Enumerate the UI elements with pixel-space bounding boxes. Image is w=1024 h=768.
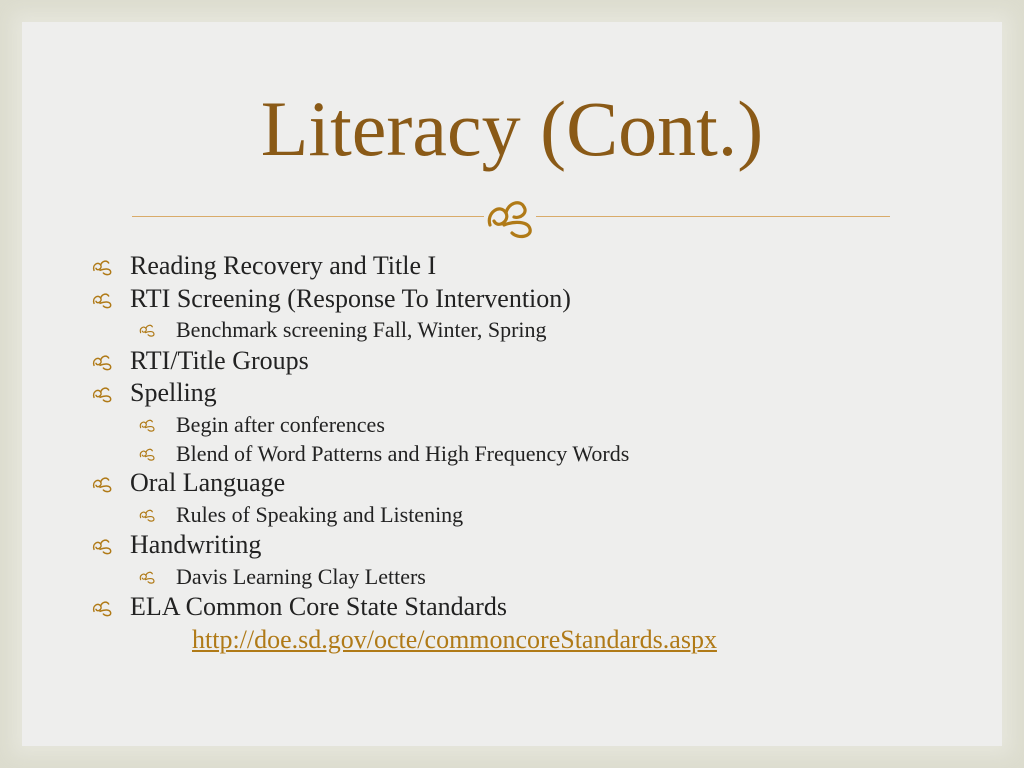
bullet-text: Begin after conferences [176, 412, 385, 437]
common-core-link[interactable]: http://doe.sd.gov/octe/commoncoreStandards.aspx [192, 625, 717, 654]
fleuron-bullet-icon [86, 352, 118, 372]
fleuron-bullet-icon [86, 536, 118, 556]
bullet-text: Oral Language [130, 468, 286, 497]
fleuron-bullet-icon [134, 446, 160, 462]
fleuron-bullet-icon [134, 507, 160, 523]
bullet-text: Davis Learning Clay Letters [176, 564, 426, 589]
bullet-text: Handwriting [130, 530, 262, 559]
fleuron-bullet-icon [86, 384, 118, 404]
bullet-text: Rules of Speaking and Listening [176, 502, 464, 527]
fleuron-bullet-icon [86, 474, 118, 494]
bullet-text: RTI Screening (Response To Intervention) [130, 284, 571, 313]
slide [22, 22, 1002, 746]
bullet-text: Benchmark screening Fall, Winter, Spring [176, 317, 547, 342]
slide-title: Literacy (Cont.) [260, 85, 764, 172]
bullet-text: Blend of Word Patterns and High Frequency Words [176, 441, 630, 466]
bullet-text: Spelling [130, 378, 217, 407]
fleuron-bullet-icon [134, 417, 160, 433]
fleuron-bullet-icon [86, 598, 118, 618]
fleuron-bullet-icon [134, 569, 160, 585]
fleuron-bullet-icon [86, 290, 118, 310]
bullet-text: Reading Recovery and Title I [130, 251, 437, 280]
fleuron-bullet-icon [134, 322, 160, 338]
fleuron-bullet-icon [86, 257, 118, 277]
bullet-text: RTI/Title Groups [130, 346, 309, 375]
bullet-text: ELA Common Core State Standards [130, 592, 507, 621]
